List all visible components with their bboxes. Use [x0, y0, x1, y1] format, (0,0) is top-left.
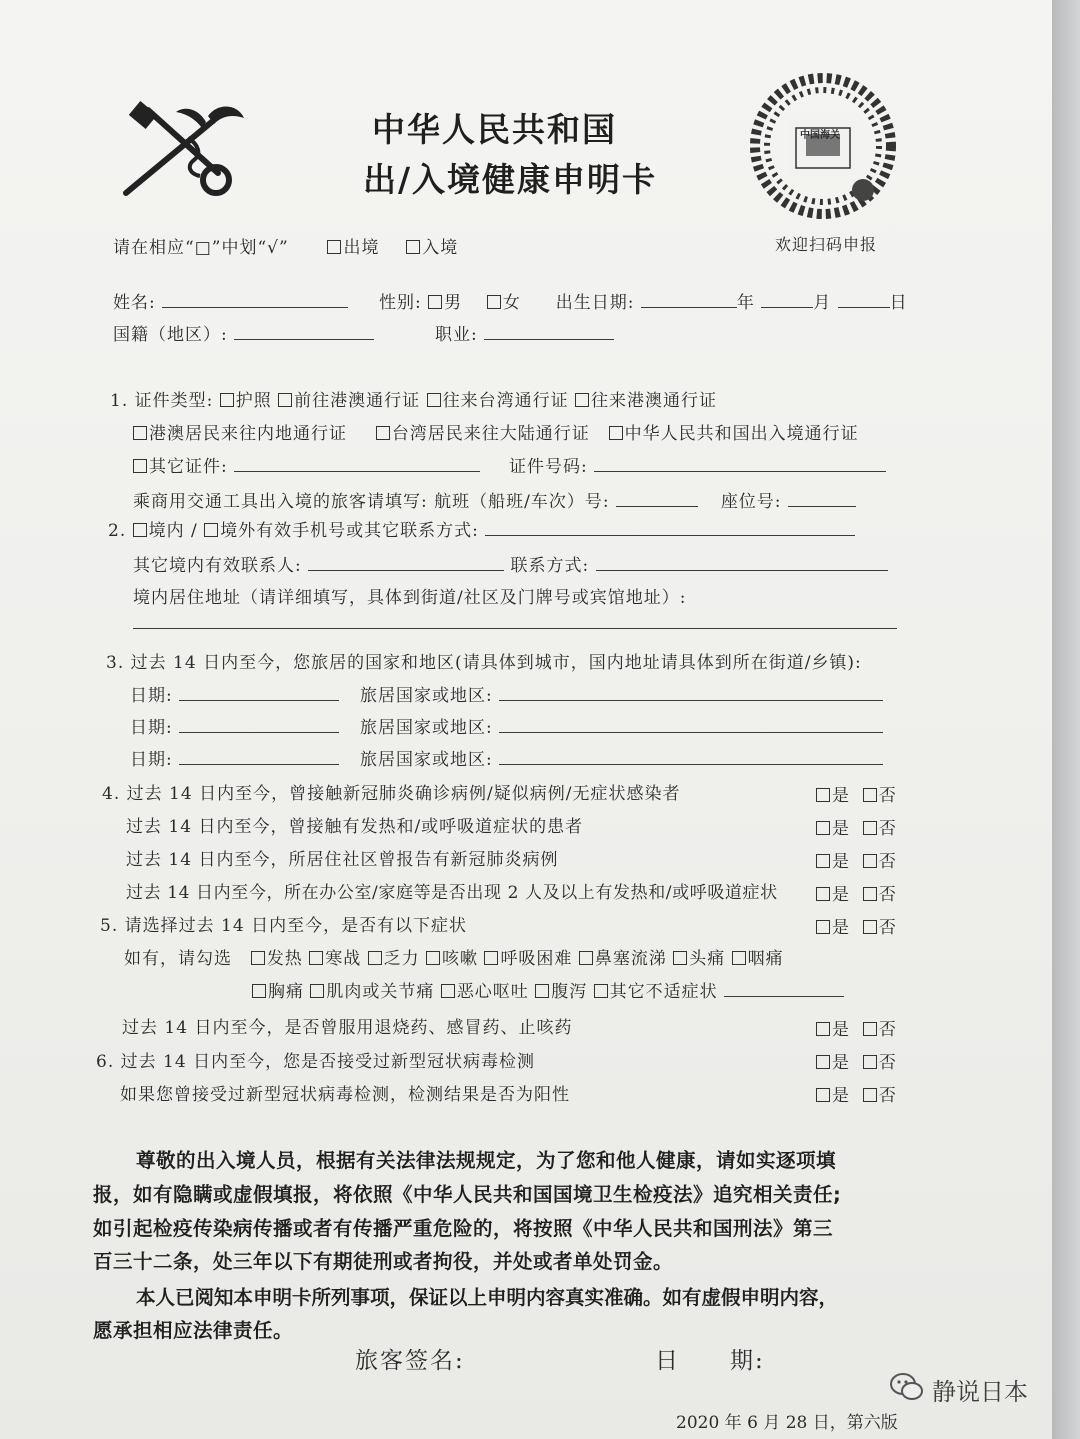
no-label: 否 — [878, 885, 897, 905]
domestic-label: 境内 / — [148, 521, 198, 541]
nationality-row — [113, 320, 614, 345]
no-checkbox[interactable] — [863, 887, 877, 901]
no-label: 否 — [878, 918, 897, 938]
yes-checkbox[interactable] — [816, 1055, 830, 1069]
qr-caption: 欢迎扫码申报 — [775, 235, 878, 254]
year-label: 年 — [736, 293, 755, 313]
qr-brand-label: 中国海关 — [800, 130, 840, 141]
travel-place-label: 旅居国家或地区: — [359, 686, 493, 706]
symptom-checkbox[interactable] — [251, 951, 265, 965]
travel-date-label: 日期: — [130, 750, 173, 770]
customs-emblem-icon — [118, 98, 248, 203]
other-symptom-label: 其它不适症状 — [609, 982, 718, 1002]
nationality-label: 国籍（地区）: — [113, 325, 228, 345]
watermark-text: 静说日本 — [932, 1378, 1028, 1406]
yes-no-q4-3 — [816, 847, 897, 872]
qr-code[interactable] — [748, 70, 898, 222]
transport-label: 乘商用交通工具出入境的旅客请填写: 航班（船班/车次）号: — [133, 492, 610, 512]
yes-label: 是 — [832, 885, 850, 905]
name-row — [113, 288, 908, 313]
phone-field[interactable] — [485, 518, 855, 536]
dob-year-field[interactable] — [641, 290, 737, 308]
yes-checkbox[interactable] — [816, 1022, 830, 1036]
address-field[interactable] — [133, 628, 897, 629]
occupation-label: 职业: — [434, 325, 478, 345]
symptom-checkbox[interactable] — [426, 951, 440, 965]
seat-label: 座位号: — [720, 492, 782, 512]
no-checkbox[interactable] — [863, 1055, 877, 1069]
contact-row — [133, 551, 888, 576]
no-label: 否 — [878, 1020, 897, 1040]
symptom-label: 咽痛 — [747, 949, 784, 969]
contact-field[interactable] — [308, 553, 504, 571]
hkmo-resident-label: 港澳居民来往内地通行证 — [149, 424, 347, 444]
yes-label: 是 — [832, 1086, 850, 1106]
travel-place-field[interactable] — [499, 747, 883, 765]
wechat-icon — [890, 1372, 924, 1402]
q4-office-cluster: 过去 14 日内至今，所在办公室/家庭等是否出现 2 人及以上有发热和/或呼吸道症状 — [126, 883, 778, 903]
travel-row-2 — [130, 713, 883, 738]
no-label: 否 — [878, 1053, 897, 1073]
doc-type-row-2 — [133, 419, 859, 444]
q5-medication: 过去 14 日内至今，是否曾服用退烧药、感冒药、止咳药 — [122, 1018, 573, 1038]
no-checkbox[interactable] — [863, 920, 877, 934]
yes-checkbox[interactable] — [816, 1088, 830, 1102]
symptoms-row-2 — [252, 977, 844, 1002]
yes-checkbox[interactable] — [816, 788, 830, 802]
nationality-field[interactable] — [234, 322, 374, 340]
symptom-label: 头痛 — [689, 949, 726, 969]
instruction-line — [113, 233, 458, 258]
doc-type-label: 1. 证件类型: — [110, 391, 214, 411]
declaration-line-4: 百三十二条，处三年以下有期徒刑或者拘役，并处或者单处罚金。 — [93, 1250, 674, 1273]
symptom-label: 咳嗽 — [442, 949, 479, 969]
occupation-field[interactable] — [484, 322, 614, 340]
yes-label: 是 — [832, 1053, 850, 1073]
doc-number-label: 证件号码: — [508, 457, 588, 477]
hkmo-permit-checkbox[interactable] — [278, 393, 292, 407]
other-doc-field[interactable] — [234, 454, 480, 472]
entry-label: 入境 — [422, 238, 459, 258]
q5-symptoms: 5. 请选择过去 14 日内至今，是否有以下症状 — [100, 916, 468, 936]
name-field[interactable] — [162, 290, 348, 308]
travel-place-field[interactable] — [499, 683, 883, 701]
flight-number-field[interactable] — [616, 489, 698, 507]
female-label: 女 — [502, 293, 521, 313]
month-label: 月 — [813, 293, 832, 313]
prc-permit-checkbox[interactable] — [609, 426, 623, 440]
title-line-2: 出/入境健康申明卡 — [363, 160, 658, 199]
background-edge — [1052, 0, 1080, 1439]
symptom-label: 肌肉或关节痛 — [326, 982, 435, 1002]
day-label: 日 — [889, 293, 908, 313]
no-checkbox[interactable] — [863, 1088, 877, 1102]
contact-method-label: 联系方式: — [510, 556, 590, 576]
hkmo-travel-label: 往来港澳通行证 — [590, 391, 717, 411]
instruction-text: 请在相应“□”中划“√” — [113, 238, 289, 258]
dob-label: 出生日期: — [555, 293, 635, 313]
contact-label: 其它境内有效联系人: — [133, 556, 302, 576]
exit-checkbox[interactable] — [327, 240, 341, 254]
declaration-line-6: 愿承担相应法律责任。 — [93, 1319, 294, 1342]
symptom-checkbox[interactable] — [579, 951, 593, 965]
signature-date-label: 日 期: — [655, 1348, 765, 1374]
phone-label: 境外有效手机号或其它联系方式: — [220, 521, 479, 541]
passport-label: 护照 — [235, 391, 272, 411]
contact-method-field[interactable] — [596, 553, 888, 571]
no-label: 否 — [878, 852, 897, 872]
yes-no-q6-1 — [816, 1048, 897, 1073]
travel-history-label: 3. 过去 14 日内至今，您旅居的国家和地区(请具体到城市，国内地址请具体到所在街道/乡镇): — [106, 653, 862, 673]
tw-permit-label: 往来台湾通行证 — [442, 391, 569, 411]
other-doc-row — [133, 452, 886, 477]
yes-no-q6-2 — [816, 1081, 897, 1106]
address-label: 境内居住地址（请详细填写，具体到街道/社区及门牌号或宾馆地址）: — [133, 588, 687, 608]
tw-resident-checkbox[interactable] — [376, 426, 390, 440]
symptom-label: 鼻塞流涕 — [594, 949, 667, 969]
symptom-label: 恶心呕吐 — [456, 982, 529, 1002]
yes-label: 是 — [832, 819, 850, 839]
yes-checkbox[interactable] — [816, 821, 830, 835]
passport-checkbox[interactable] — [220, 393, 234, 407]
hkmo-permit-label: 前往港澳通行证 — [294, 391, 421, 411]
symptom-label: 乏力 — [383, 949, 420, 969]
symptom-checkbox[interactable] — [309, 951, 323, 965]
travel-row-1 — [130, 681, 883, 706]
symptom-checkbox[interactable] — [484, 951, 498, 965]
travel-date-field[interactable] — [179, 683, 339, 701]
overseas-checkbox[interactable] — [204, 523, 218, 537]
declaration-line-1: 尊敬的出入境人员，根据有关法律法规规定，为了您和他人健康，请如实逐项填 — [136, 1149, 837, 1172]
symptom-label: 寒战 — [325, 949, 362, 969]
q4-community-case: 过去 14 日内至今，所居住社区曾报告有新冠肺炎病例 — [126, 850, 559, 870]
yes-no-q5-1 — [816, 913, 897, 938]
exit-label: 出境 — [343, 238, 380, 258]
symptom-label: 胸痛 — [268, 982, 304, 1002]
yes-no-q4-4 — [816, 880, 897, 905]
symptoms-row-1 — [124, 944, 784, 969]
yes-no-q4-2 — [816, 814, 897, 839]
travel-date-field[interactable] — [179, 747, 339, 765]
no-checkbox[interactable] — [863, 854, 877, 868]
tw-permit-checkbox[interactable] — [427, 393, 441, 407]
symptom-checkbox[interactable] — [441, 984, 455, 998]
doc-type-row-1 — [110, 386, 717, 411]
q6-positive: 如果您曾接受过新型冠状病毒检测，检测结果是否为阳性 — [120, 1085, 570, 1105]
yes-label: 是 — [832, 918, 850, 938]
no-label: 否 — [878, 819, 897, 839]
transport-row — [133, 487, 856, 512]
domestic-checkbox[interactable] — [133, 523, 147, 537]
other-doc-checkbox[interactable] — [133, 459, 147, 473]
gender-label: 性别: — [378, 293, 422, 313]
edition-text: 2020 年 6 月 28 日，第六版 — [676, 1413, 898, 1433]
symptom-checkbox[interactable] — [252, 984, 266, 998]
travel-place-field[interactable] — [499, 715, 883, 733]
declaration-line-3: 如引起检疫传染病传播或者有传播严重危险的，将按照《中华人民共和国刑法》第三 — [93, 1217, 834, 1240]
seat-number-field[interactable] — [788, 489, 856, 507]
section-2-label: 2. — [108, 521, 127, 541]
yes-checkbox[interactable] — [816, 854, 830, 868]
female-checkbox[interactable] — [487, 295, 501, 309]
other-symptom-checkbox[interactable] — [594, 984, 608, 998]
if-yes-label: 如有，请勾选 — [124, 949, 232, 969]
no-label: 否 — [878, 786, 897, 806]
symptom-checkbox[interactable] — [535, 984, 549, 998]
yes-checkbox[interactable] — [816, 887, 830, 901]
yes-label: 是 — [832, 786, 850, 806]
travel-row-3 — [130, 745, 883, 770]
no-checkbox[interactable] — [863, 788, 877, 802]
symptom-checkbox[interactable] — [368, 951, 382, 965]
title-line-1: 中华人民共和国 — [372, 110, 617, 149]
travel-place-label: 旅居国家或地区: — [359, 750, 493, 770]
travel-date-field[interactable] — [179, 715, 339, 733]
travel-place-label: 旅居国家或地区: — [359, 718, 493, 738]
tw-resident-label: 台湾居民来往大陆通行证 — [391, 424, 590, 444]
dob-day-field[interactable] — [838, 290, 890, 308]
declaration-line-5: 本人已阅知本申明卡所列事项，保证以上申明内容真实准确。如有虚假申明内容， — [136, 1286, 839, 1309]
name-label: 姓名: — [113, 293, 156, 313]
q4-contact-fever: 过去 14 日内至今，曾接触有发热和/或呼吸道症状的患者 — [126, 817, 584, 837]
signature-label: 旅客签名: — [355, 1348, 465, 1374]
q4-contact-confirmed: 4. 过去 14 日内至今，曾接触新冠肺炎确诊病例/疑似病例/无症状感染者 — [102, 784, 681, 804]
male-label: 男 — [444, 293, 463, 313]
phone-row — [108, 516, 855, 541]
doc-number-field[interactable] — [594, 454, 886, 472]
symptom-checkbox[interactable] — [732, 951, 746, 965]
male-checkbox[interactable] — [428, 295, 442, 309]
travel-date-label: 日期: — [130, 686, 173, 706]
symptom-label: 发热 — [266, 949, 303, 969]
yes-no-q5-2 — [816, 1015, 897, 1040]
other-doc-label: 其它证件: — [149, 457, 228, 477]
yes-no-q4-1 — [816, 781, 897, 806]
dob-month-field[interactable] — [761, 290, 813, 308]
declaration-line-2: 报，如有隐瞒或虚假填报，将依照《中华人民共和国国境卫生检疫法》追究相关责任; — [93, 1183, 842, 1206]
symptom-checkbox[interactable] — [310, 984, 324, 998]
yes-label: 是 — [832, 1020, 850, 1040]
symptom-checkbox[interactable] — [673, 951, 687, 965]
symptom-label: 腹泻 — [551, 982, 588, 1002]
symptom-label: 呼吸困难 — [500, 949, 573, 969]
q6-tested: 6. 过去 14 日内至今，您是否接受过新型冠状病毒检测 — [96, 1052, 536, 1072]
yes-label: 是 — [832, 852, 850, 872]
hkmo-resident-checkbox[interactable] — [133, 426, 147, 440]
entry-checkbox[interactable] — [406, 240, 420, 254]
no-checkbox[interactable] — [863, 1022, 877, 1036]
no-checkbox[interactable] — [863, 821, 877, 835]
travel-date-label: 日期: — [130, 718, 173, 738]
no-label: 否 — [878, 1086, 897, 1106]
prc-permit-label: 中华人民共和国出入境通行证 — [624, 424, 859, 444]
yes-checkbox[interactable] — [816, 920, 830, 934]
other-symptom-field[interactable] — [724, 979, 844, 997]
hkmo-travel-checkbox[interactable] — [575, 393, 589, 407]
